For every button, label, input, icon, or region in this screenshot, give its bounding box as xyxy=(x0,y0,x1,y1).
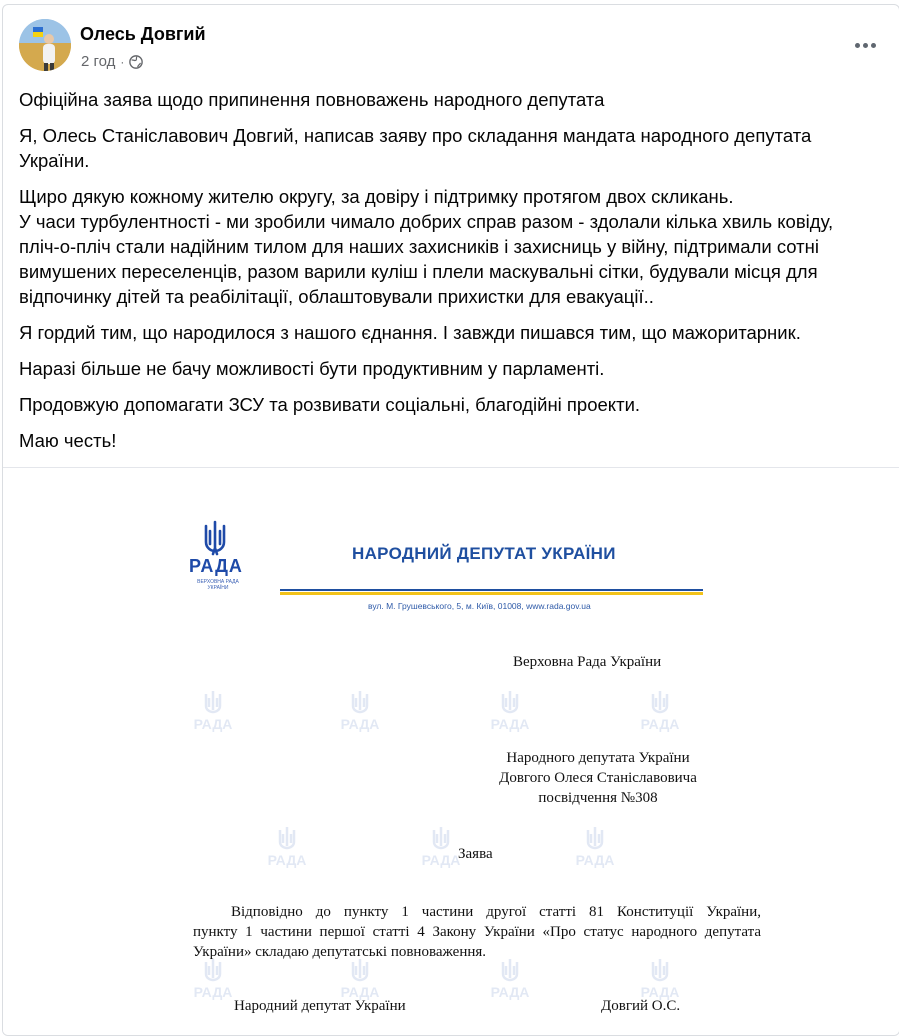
text-line: Я, Олесь Станіславович Довгий, написав заяву про складання мандата народного депутата xyxy=(19,125,812,146)
avatar-photo-icon xyxy=(19,19,71,71)
watermark: РАДА xyxy=(638,690,682,732)
watermark: РАДА xyxy=(191,690,235,732)
globe-icon[interactable] xyxy=(129,55,143,69)
post-paragraph xyxy=(19,320,879,345)
meta-separator: · xyxy=(120,54,125,69)
from-line: Довгого Олеся Станіславовича xyxy=(499,770,697,786)
watermark: РАДА xyxy=(573,826,617,868)
body-line: Відповідно до пункту 1 частини другої статті 81 Конституції України, xyxy=(231,904,761,920)
attached-document-image[interactable] xyxy=(3,468,899,1036)
rada-logo-subtext: ВЕРХОВНА РАДА УКРАЇНИ xyxy=(197,579,239,591)
post-header xyxy=(3,5,899,85)
statement-title: Заява xyxy=(458,846,493,862)
text-line: Маю честь! xyxy=(19,430,117,451)
text-line: Я гордий тим, що народилося з нашого єднання. І завжди пишався тим, що мажоритарник. xyxy=(19,322,801,343)
header-yellow-line xyxy=(280,592,703,595)
text-line: пліч-о-пліч стали надійним тилом для наших захисників і захисниць у війну, підтримали сотні xyxy=(19,236,819,257)
post-paragraph xyxy=(19,392,879,417)
post-paragraph xyxy=(19,87,879,112)
header-blue-line xyxy=(280,589,703,591)
text-line: Щиро дякую кожному жителю округу, за довіру і підтримку протягом двох скликань. xyxy=(19,186,734,207)
signature-name: Довгий О.С. xyxy=(601,998,681,1014)
post-text xyxy=(19,87,879,464)
trident-icon xyxy=(201,520,229,556)
post-paragraph xyxy=(19,123,879,173)
document-address: вул. М. Грушевського, 5, м. Київ, 01008, www.rada.gov.ua xyxy=(368,601,591,611)
text-line: вимушених переселенців, разом варили куліш і плели маскувальні сітки, будували місця для xyxy=(19,261,818,282)
watermark: РАДА xyxy=(488,958,532,1000)
text-line: відпочинку дітей та реабілітації, облаштовували прихистки для евакуації.. xyxy=(19,286,654,307)
document-from xyxy=(483,748,713,808)
body-line: пункту 1 частини першої статті 4 Закону України «Про статус народного депутата xyxy=(193,924,761,940)
rada-logo: РАДА xyxy=(189,556,243,576)
author-avatar[interactable] xyxy=(19,19,71,71)
post-paragraph xyxy=(19,428,879,453)
text-line: У часи турбулентності - ми зробили чимало добрих справ разом - здолали кілька хвиль ковіду, xyxy=(19,211,834,232)
watermark: РАДА xyxy=(338,958,382,1000)
post-time[interactable]: 2 год xyxy=(81,53,116,70)
watermark: РАДА xyxy=(488,690,532,732)
watermark: РАДА xyxy=(265,826,309,868)
watermark: РАДА xyxy=(638,958,682,1000)
signature-title: Народний депутат України xyxy=(234,998,406,1014)
text-line: України. xyxy=(19,150,90,171)
watermark: РАДА xyxy=(338,690,382,732)
post-paragraph xyxy=(19,356,879,381)
author-name[interactable]: Олесь Довгий xyxy=(80,24,206,44)
watermark: РАДА xyxy=(191,958,235,1000)
text-line: Продовжую допомагати ЗСУ та розвивати соціальні, благодійні проекти. xyxy=(19,394,641,415)
statement-body xyxy=(193,902,761,962)
body-line: України» складаю депутатські повноваження. xyxy=(193,944,487,960)
post-meta xyxy=(81,53,143,70)
text-line: Офіційна заява щодо припинення повноважень народного депутата xyxy=(19,89,605,110)
more-options-icon[interactable] xyxy=(847,33,883,57)
from-line: посвідчення №308 xyxy=(538,790,658,806)
post-paragraph xyxy=(19,184,879,309)
watermark: РАДА xyxy=(419,826,463,868)
document-header-title: НАРОДНИЙ ДЕПУТАТ УКРАЇНИ xyxy=(352,544,616,563)
text-line: Наразі більше не бачу можливості бути продуктивним у парламенті. xyxy=(19,358,605,379)
from-line: Народного депутата України xyxy=(506,750,690,766)
document-recipient: Верховна Рада України xyxy=(513,654,662,670)
facebook-post xyxy=(2,4,899,1036)
